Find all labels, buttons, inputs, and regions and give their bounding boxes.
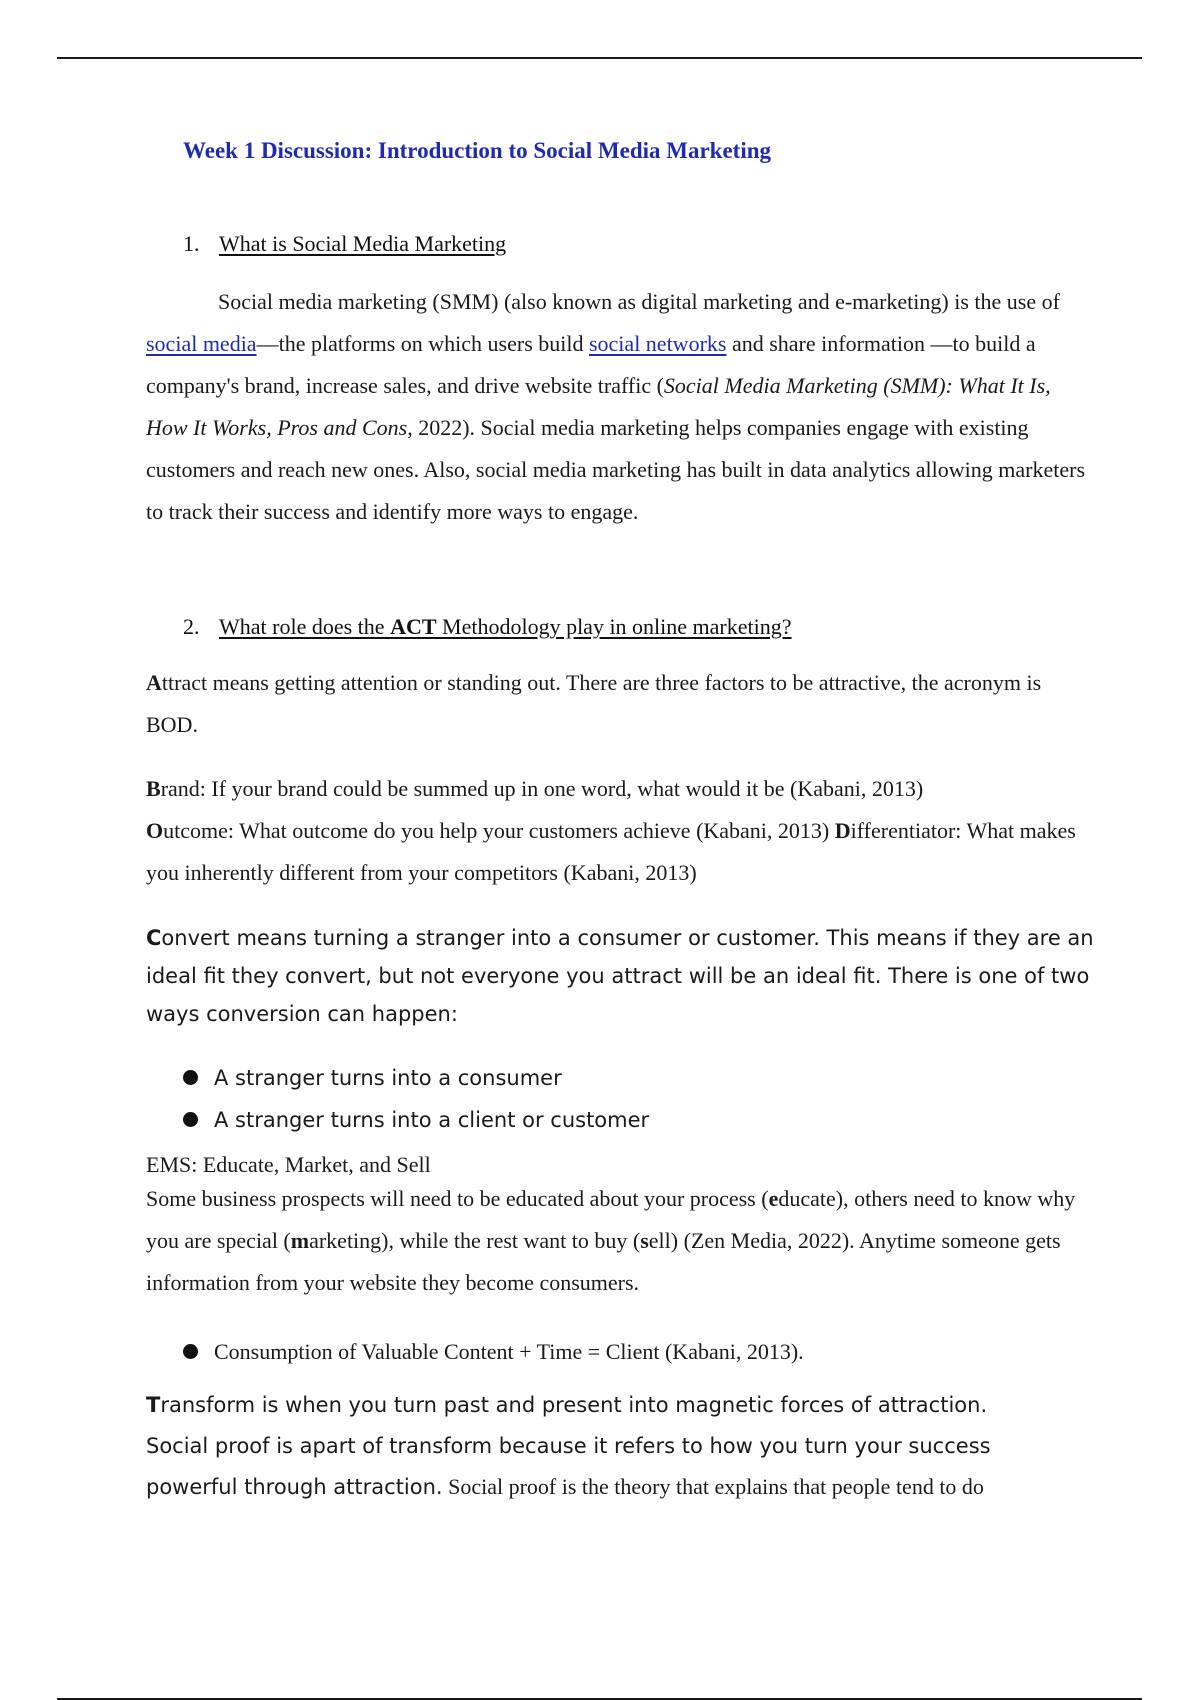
bullet-dot	[183, 1070, 198, 1085]
act-bold: ACT	[390, 614, 437, 639]
ems-text-2: ducate), others need to know why you are special (	[146, 1186, 1076, 1253]
attract-text: ttract means getting attention or standing out. There are three factors to be attractive, the acronym is BOD.	[146, 670, 1042, 737]
transform-initial: T	[146, 1393, 161, 1417]
citation-title: Social Media Marketing (SMM): What It Is, How It Works, Pros and Cons	[146, 373, 1051, 440]
bullet-dot	[183, 1344, 198, 1359]
question-1-text: What is Social Media Marketing	[219, 231, 507, 256]
ems-text-1: Some business prospects will need to be educated about your process (	[146, 1186, 769, 1211]
question-1-answer	[146, 281, 1086, 533]
question-2-number: 2.	[183, 614, 200, 639]
answer-1-text-d: , 2022). Social media marketing helps companies engage with existing customers and reach new ones. Also, social media marketing has built in data analytics allowing marketers to track their success and identify more ways to engage.	[146, 415, 1086, 524]
question-1-number: 1.	[183, 231, 200, 256]
ems-heading: EMS: Educate, Market, and Sell	[146, 1152, 431, 1177]
social-media-link[interactable]: social media	[146, 331, 257, 356]
social-networks-link[interactable]: social networks	[588, 331, 727, 356]
ems-bullet	[183, 1339, 804, 1365]
question-2-text	[219, 614, 792, 640]
educate-initial: e	[768, 1186, 779, 1211]
transform-line-3	[146, 1474, 984, 1500]
convert-bullet-1	[183, 1066, 562, 1090]
ems-text-3: arketing), while the rest want to buy (	[309, 1228, 641, 1253]
differentiator-text: ifferentiator: What makes you inherently different from your competitors (Kabani, 2013)	[146, 818, 1076, 885]
convert-initial: C	[146, 926, 162, 950]
outcome-initial: O	[146, 818, 164, 843]
transform-text-3b: Social proof is the theory that explains that people tend to do	[442, 1474, 984, 1499]
ems-paragraph	[146, 1178, 1086, 1304]
transform-line-1	[146, 1393, 987, 1417]
question-2-text-after: Methodology play in online marketing?	[436, 614, 792, 639]
convert-bullet-2-text: A stranger turns into a client or customer	[214, 1108, 650, 1132]
outcome-text: utcome: What outcome do you help your customers achieve (Kabani, 2013)	[163, 818, 835, 843]
attract-paragraph	[146, 662, 1086, 746]
convert-bullet-1-text: A stranger turns into a consumer	[214, 1066, 562, 1090]
bullet-dot	[183, 1112, 198, 1127]
convert-bullet-2	[183, 1108, 649, 1132]
transform-text-1: ransform is when you turn past and present into magnetic forces of attraction.	[160, 1393, 988, 1417]
convert-text: onvert means turning a stranger into a consumer or customer. This means if they are an ideal fit they convert, but not everyone you attract will be an ideal fit. There is one of two ways conversion can happen:	[146, 926, 1094, 1026]
answer-1-text-b: —the platforms on which users build	[256, 331, 589, 356]
marketing-initial: m	[290, 1228, 310, 1253]
convert-paragraph	[146, 919, 1106, 1033]
brand-initial: B	[146, 776, 161, 801]
bod-paragraph	[146, 768, 1086, 894]
page-title: Week 1 Discussion: Introduction to Social Media Marketing	[183, 138, 772, 163]
attract-initial: A	[146, 670, 162, 695]
question-1-heading	[183, 231, 683, 261]
transform-text-3a: powerful through attraction.	[146, 1475, 443, 1499]
sell-initial: s	[640, 1228, 649, 1253]
differentiator-initial: D	[834, 818, 851, 843]
answer-1-text-c: and share information —to build a company's brand, increase sales, and drive website traffic (	[146, 331, 1036, 398]
transform-line-2: Social proof is apart of transform because it refers to how you turn your success	[146, 1434, 991, 1458]
ems-text-4: ell) (Zen Media, 2022). Anytime someone gets information from your website they become consumers.	[146, 1228, 1061, 1295]
top-rule	[57, 57, 1142, 59]
answer-1-text-a: Social media marketing (SMM) (also known as digital marketing and e-marketing) is the use of	[218, 289, 1060, 314]
question-2-text-before: What role does the	[219, 614, 391, 639]
question-2-heading	[183, 614, 883, 644]
brand-text: rand: If your brand could be summed up in one word, what would it be (Kabani, 2013)	[160, 776, 924, 801]
ems-bullet-text: Consumption of Valuable Content + Time = Client (Kabani, 2013).	[214, 1339, 804, 1364]
